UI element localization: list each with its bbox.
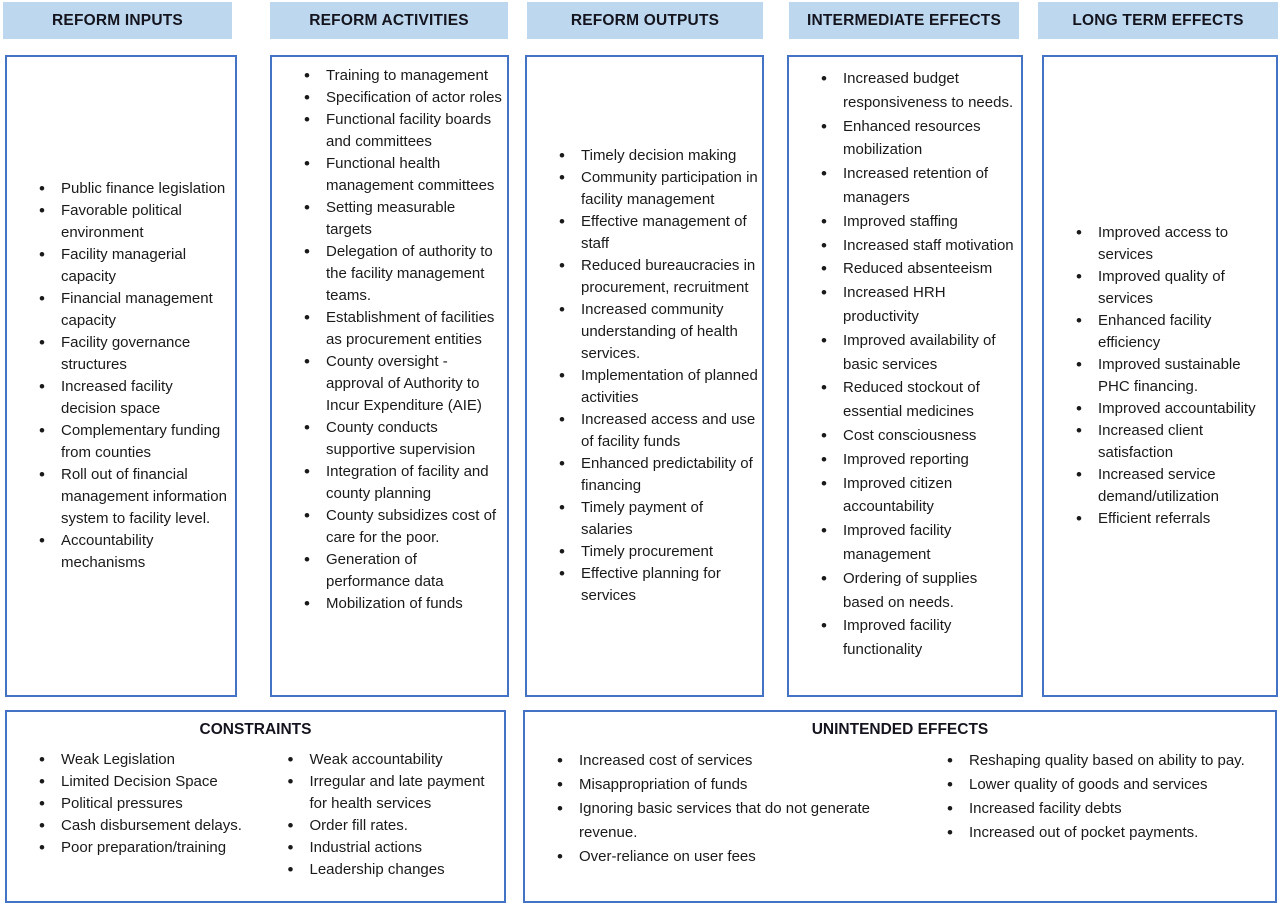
list-item: • Weak Legislation xyxy=(37,749,252,771)
list-item: • Increased cost of services xyxy=(555,749,911,773)
list-item: • Reduced bureaucracies in procurement, recruitment xyxy=(557,255,758,299)
list-item: • Leadership changes xyxy=(286,859,501,881)
list-item: • Facility governance structures xyxy=(37,332,231,376)
box-reform-inputs xyxy=(5,55,237,697)
list-item: • Complementary funding from counties xyxy=(37,420,231,464)
header-reform-outputs: REFORM OUTPUTS xyxy=(527,2,763,39)
list-item: • Enhanced facility efficiency xyxy=(1074,310,1272,354)
box-reform-outputs xyxy=(525,55,764,697)
list-item: • Increased staff motivation xyxy=(819,234,1017,258)
header-reform-activities: REFORM ACTIVITIES xyxy=(270,2,508,39)
list-item: • Establishment of facilities as procurement entities xyxy=(302,307,503,351)
list-item: • Effective planning for services xyxy=(557,563,758,607)
list-item: • Favorable political environment xyxy=(37,200,231,244)
list-item: • Increased facility debts xyxy=(945,797,1271,821)
list-item: • Improved reporting xyxy=(819,448,1017,472)
list-item: • County oversight - approval of Authority to Incur Expenditure (AIE) xyxy=(302,351,503,417)
list-item: • Limited Decision Space xyxy=(37,771,252,793)
list-item: • Weak accountability xyxy=(286,749,501,771)
box-reform-activities xyxy=(270,55,509,697)
list-item: • Roll out of financial management information system to facility level. xyxy=(37,464,231,530)
list-item: • Order fill rates. xyxy=(286,815,501,837)
header-reform-inputs: REFORM INPUTS xyxy=(3,2,232,39)
constraints-right-list xyxy=(256,749,505,881)
list-item: • Improved facility management xyxy=(819,519,1017,567)
list-item: • Generation of performance data xyxy=(302,549,503,593)
list-item: • Efficient referrals xyxy=(1074,508,1272,530)
list-item: • Increased out of pocket payments. xyxy=(945,821,1271,845)
list-item: • Irregular and late payment for health services xyxy=(286,771,501,815)
unintended-effects-title: UNINTENDED EFFECTS xyxy=(811,721,989,738)
list-item: • Increased retention of managers xyxy=(819,162,1017,210)
list-item: • Improved accountability xyxy=(1074,398,1272,420)
list-item: • Improved sustainable PHC financing. xyxy=(1074,354,1272,398)
list-item: • Improved access to services xyxy=(1074,222,1272,266)
intermediate-effects-list xyxy=(789,57,1021,670)
list-item: • Community participation in facility management xyxy=(557,167,758,211)
reform-activities-list xyxy=(272,57,507,623)
list-item: • Specification of actor roles xyxy=(302,87,503,109)
list-item: • Facility managerial capacity xyxy=(37,244,231,288)
list-item: • Misappropriation of funds xyxy=(555,773,911,797)
list-item: • Delegation of authority to the facility management teams. xyxy=(302,241,503,307)
header-long-term-effects: LONG TERM EFFECTS xyxy=(1038,2,1278,39)
list-item: • Timely decision making xyxy=(557,145,758,167)
list-item: • Increased client satisfaction xyxy=(1074,420,1272,464)
unintended-right-list xyxy=(915,749,1275,869)
list-item: • Increased community understanding of health services. xyxy=(557,299,758,365)
unintended-left-list xyxy=(525,749,915,869)
list-item: • Implementation of planned activities xyxy=(557,365,758,409)
list-item: • Mobilization of funds xyxy=(302,593,503,615)
list-item: • Increased HRH productivity xyxy=(819,281,1017,329)
list-item: • County subsidizes cost of care for the poor. xyxy=(302,505,503,549)
list-item: • Political pressures xyxy=(37,793,252,815)
list-item: • Effective management of staff xyxy=(557,211,758,255)
reform-inputs-list xyxy=(7,170,235,582)
constraints-left-list xyxy=(7,749,256,881)
box-intermediate-effects xyxy=(787,55,1023,697)
list-item: • Increased budget responsiveness to needs. xyxy=(819,67,1017,115)
list-item: • Accountability mechanisms xyxy=(37,530,231,574)
constraints-columns xyxy=(7,749,504,881)
list-item: • Ordering of supplies based on needs. xyxy=(819,567,1017,615)
list-item: • County conducts supportive supervision xyxy=(302,417,503,461)
list-item: • Reshaping quality based on ability to pay. xyxy=(945,749,1271,773)
list-item: • Cost consciousness xyxy=(819,424,1017,448)
list-item: • Increased access and use of facility funds xyxy=(557,409,758,453)
list-item: • Financial management capacity xyxy=(37,288,231,332)
list-item: • Over-reliance on user fees xyxy=(555,845,911,869)
list-item: • Improved availability of basic services xyxy=(819,329,1017,377)
list-item: • Improved quality of services xyxy=(1074,266,1272,310)
box-unintended-effects xyxy=(523,710,1277,903)
list-item: • Increased facility decision space xyxy=(37,376,231,420)
long-term-effects-list xyxy=(1044,214,1276,538)
list-item: • Cash disbursement delays. xyxy=(37,815,252,837)
box-long-term-effects xyxy=(1042,55,1278,697)
list-item: • Reduced stockout of essential medicines xyxy=(819,376,1017,424)
list-item: • Enhanced predictability of financing xyxy=(557,453,758,497)
constraints-title: CONSTRAINTS xyxy=(199,721,312,738)
box-constraints xyxy=(5,710,506,903)
list-item: • Functional facility boards and committees xyxy=(302,109,503,153)
list-item: • Setting measurable targets xyxy=(302,197,503,241)
list-item: • Training to management xyxy=(302,65,503,87)
list-item: • Improved facility functionality xyxy=(819,614,1017,662)
list-item: • Industrial actions xyxy=(286,837,501,859)
header-intermediate-effects: INTERMEDIATE EFFECTS xyxy=(789,2,1019,39)
list-item: • Poor preparation/training xyxy=(37,837,252,859)
list-item: • Timely procurement xyxy=(557,541,758,563)
list-item: • Enhanced resources mobilization xyxy=(819,115,1017,163)
list-item: • Public finance legislation xyxy=(37,178,231,200)
list-item: • Functional health management committees xyxy=(302,153,503,197)
list-item: • Reduced absenteeism xyxy=(819,257,1017,281)
list-item: • Increased service demand/utilization xyxy=(1074,464,1272,508)
list-item: • Lower quality of goods and services xyxy=(945,773,1271,797)
list-item: • Timely payment of salaries xyxy=(557,497,758,541)
list-item: • Ignoring basic services that do not generate revenue. xyxy=(555,797,911,845)
reform-outputs-list xyxy=(527,137,762,615)
list-item: • Improved staffing xyxy=(819,210,1017,234)
list-item: • Improved citizen accountability xyxy=(819,472,1017,520)
unintended-effects-columns xyxy=(525,749,1275,869)
list-item: • Integration of facility and county planning xyxy=(302,461,503,505)
